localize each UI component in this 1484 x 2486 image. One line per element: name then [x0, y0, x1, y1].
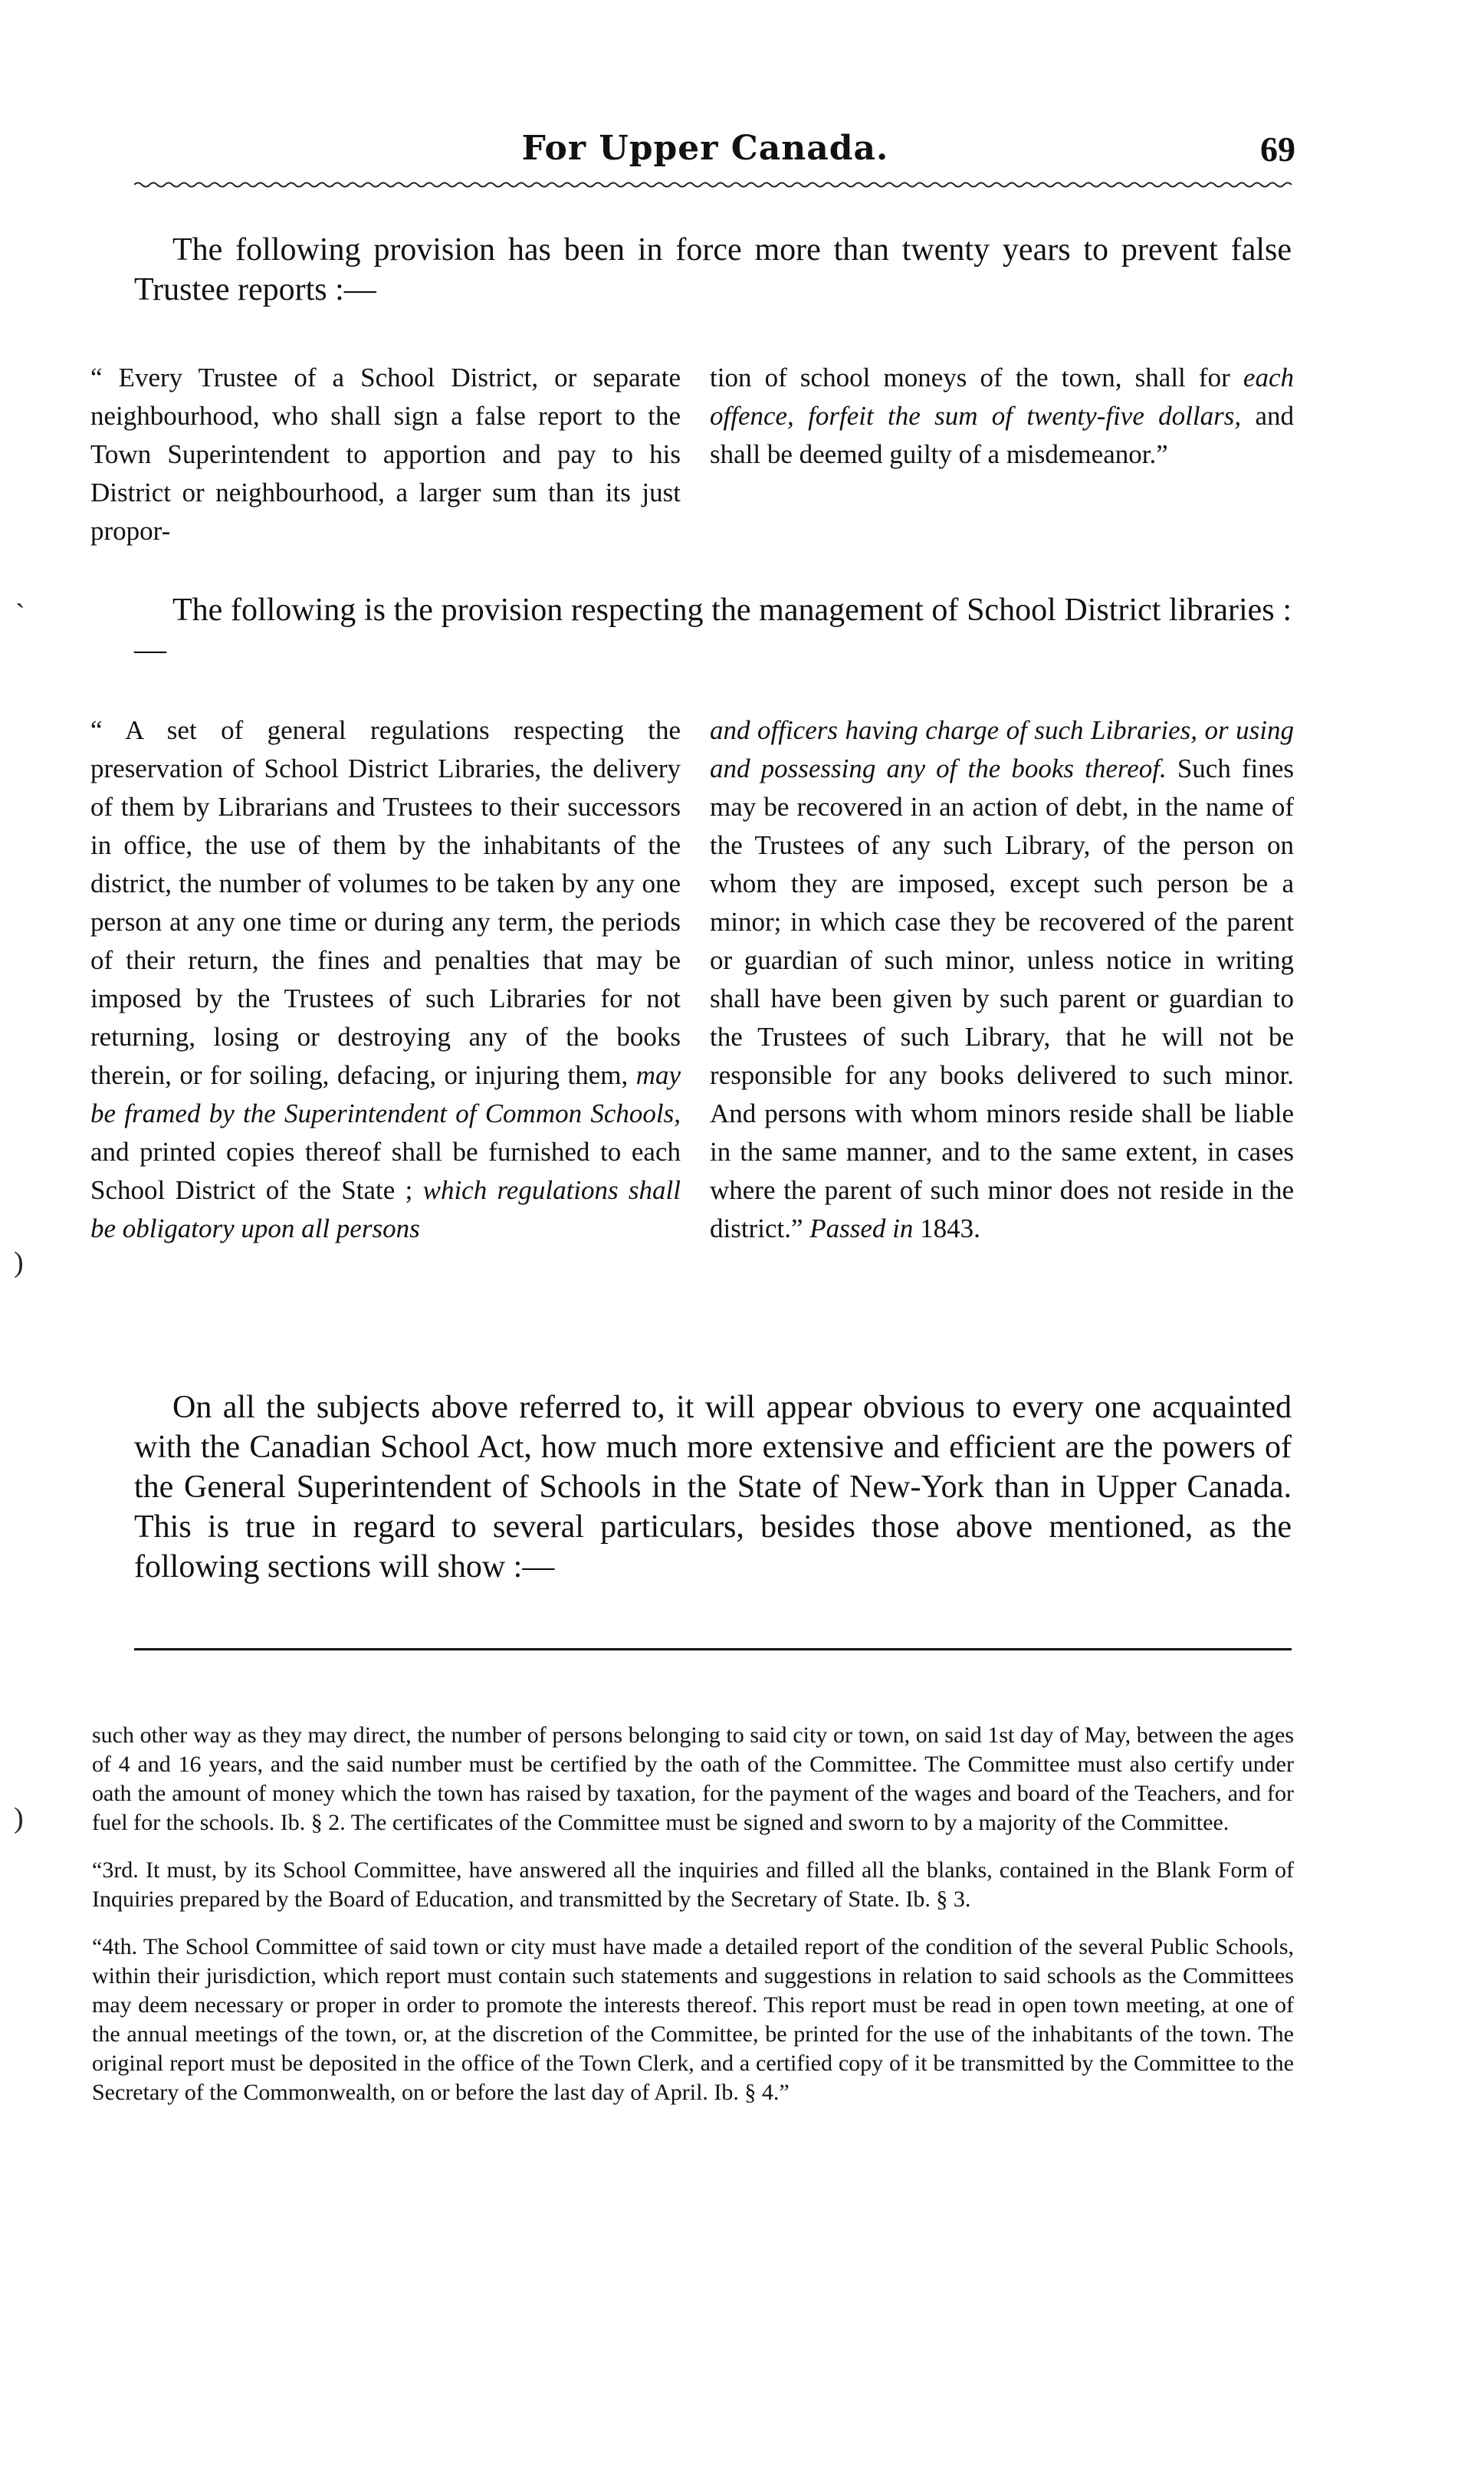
- quote-libraries: [90, 711, 1294, 1355]
- wavy-header-rule: [134, 181, 1292, 189]
- intro-false-reports: [134, 230, 1292, 310]
- running-head: [115, 115, 1295, 176]
- intro-libraries-text: The following is the provision respecting the management of School District libraries :—: [134, 593, 1292, 668]
- canadian-act-comparison: [134, 1387, 1292, 1587]
- footnote-rule: [134, 1648, 1292, 1650]
- footnotes: [92, 1721, 1294, 2126]
- footnote-paragraph: such other way as they may direct, the number of persons belonging to said city or town, on said 1st day of May, between the ages of 4 and 16 years, and the said number must be certified by the oath of the Committee. The Committee must also certify under oath the amount of money which the town has raised by taxation, for the payment of the wages and board of the Teachers, and for fuel for the schools. Ib. § 2. The certificates of the Committee must be signed and sworn to by a majority of the Committee.: [92, 1722, 1294, 1835]
- running-title: For Upper Canada.: [521, 129, 889, 168]
- quote-false-reports: [90, 359, 1294, 558]
- footnote-paragraph: “3rd. It must, by its School Committee, have answered all the inquiries and filled all the blanks, contained in the Blank Form of Inquiries prepared by the Board of Education, and transmitted by the Secretary of State. Ib. § 3.: [92, 1857, 1294, 1912]
- margin-mark: ): [14, 1802, 24, 1834]
- intro-false-reports-text: The following provision has been in force more than twenty years to prevent false Trustee reports :—: [134, 232, 1292, 307]
- margin-mark: `: [15, 599, 25, 631]
- quote-false-reports-right: tion of school moneys of the town, shall for each offence, forfeit the sum of twenty-five dollars, and shall be deemed guilty of a misdemeanor.”: [710, 363, 1294, 469]
- margin-mark: ): [14, 1246, 24, 1279]
- intro-libraries: [134, 590, 1292, 670]
- quote-libraries-right: and officers having charge of such Libraries, or using and possessing any of the books thereof. Such fines may be recovered in an action of debt, in the name of the Trustees of any such Library, of the person on whom they are imposed, except such person be a minor; in which case they be recovered of the parent or guardian of such minor, unless notice in writing shall have been given by such parent or guardian to the Trustees of such Library, that he will not be responsible for any books delivered to such minor. And persons with whom minors reside shall be liable in the same manner, and to the same extent, in cases where the parent of such minor does not reside in the district.” Passed in 1843.: [710, 715, 1294, 1243]
- quote-libraries-left: “ A set of general regulations respecting the preservation of School District Libraries, the delivery of them by Librarians and Trustees to their successors in office, the use of them by the inhabitants of the district, the number of volumes to be taken by any one person at any one time or during any term, the periods of their return, the fines and penalties that may be imposed by the Trustees of such Libraries for not returning, losing or destroying any of the books therein, or for soiling, defacing, or injuring them, may be framed by the Superintendent of Common Schools, and printed copies thereof shall be furnished to each School District of the State ; which regulations shall be obligatory upon all persons: [90, 715, 681, 1243]
- quote-false-reports-left: “ Every Trustee of a School District, or separate neighbourhood, who shall sign a false report to the Town Superintendent to apportion and pay to his District or neighbourhood, a larger sum than its just propor-: [90, 363, 681, 546]
- footnote-paragraph: “4th. The School Committee of said town or city must have made a detailed report of the condition of the several Public Schools, within their jurisdiction, which report must contain such statements and suggestions in relation to said schools as the Committees may deem necessary or proper in order to promote the interests thereof. This report must be read in open town meeting, at one of the annual meetings of the town, or, at the discretion of the Committee, be printed for the use of the inhabitants of the town. The original report must be deposited in the office of the Town Clerk, and a certified copy of it be transmitted by the Committee to the Secretary of the Commonwealth, on or before the last day of April. Ib. § 4.”: [92, 1934, 1294, 2105]
- page-number: 69: [1260, 130, 1295, 169]
- canadian-act-comparison-text: On all the subjects above referred to, it will appear obvious to every one acquainted with the Canadian School Act, how much more extensive and efficient are the powers of the General Superintendent of Schools in the State of New-York than in Upper Canada. This is true in regard to several particulars, besides those above mentioned, as the following sections will show :—: [134, 1390, 1292, 1585]
